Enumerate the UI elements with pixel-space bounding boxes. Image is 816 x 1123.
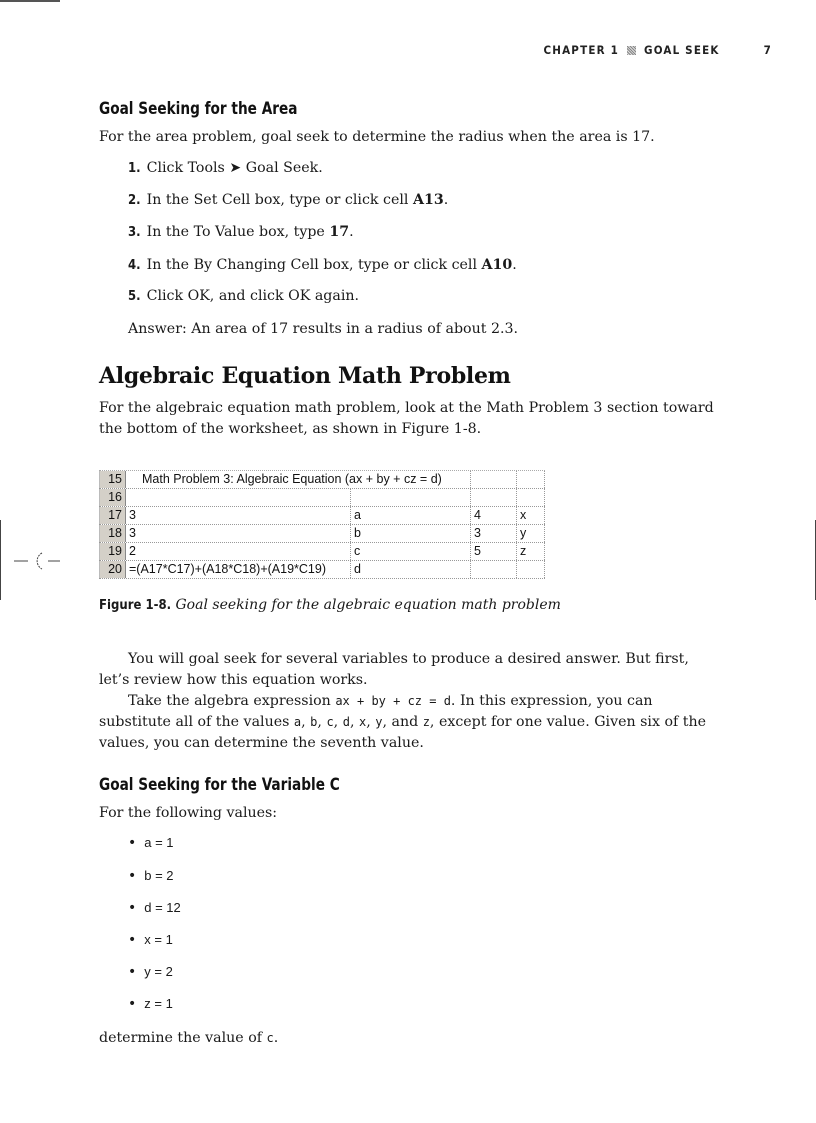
inline-code: ax + by + cz = d	[335, 694, 451, 708]
text-run: , except for one value. Given six of the values, you can determine the seventh value.	[99, 714, 707, 751]
step-item	[128, 257, 517, 273]
sheet-row	[99, 525, 545, 543]
sheet-cell: 3	[129, 508, 136, 522]
explanation-block	[99, 649, 719, 754]
step-bold: 17	[329, 224, 350, 240]
inline-code: x	[358, 715, 367, 729]
sheet-cell: b	[350, 525, 470, 542]
sheet-row	[99, 471, 545, 489]
paragraph-expression: Take the algebra expression ax + by + cz = d. In this expression, you can substitute all of the values a, b, c, d, x, y, and z, except for one value. Given six of the values, you can determine the seventh value.	[99, 693, 707, 751]
area-intro: For the area problem, goal seek to determine the radius when the area is 17.	[99, 129, 655, 145]
sheet-cell	[350, 489, 470, 506]
heading-goal-seek-area: Goal Seeking for the Area	[99, 99, 298, 118]
sheet-cell: z	[516, 543, 545, 560]
sheet-cell	[516, 561, 545, 578]
inline-code: c	[266, 1031, 274, 1045]
step-text: In the By Changing Cell box, type or click cell	[146, 257, 482, 273]
separator-square-icon	[627, 46, 636, 55]
step-text: In the To Value box, type	[146, 224, 330, 240]
sheet-row	[99, 561, 545, 579]
row-header: 19	[99, 543, 126, 560]
sheet-cell: 3	[470, 525, 516, 542]
step-post: .	[349, 224, 354, 240]
figure-caption	[99, 597, 561, 613]
heading-algebraic-equation: Algebraic Equation Math Problem	[99, 363, 511, 389]
row-header: 16	[99, 489, 126, 506]
step-item	[128, 160, 323, 176]
running-head	[543, 43, 772, 57]
step-number: 1.	[128, 161, 141, 176]
list-item: • a = 1	[128, 835, 174, 851]
step-item	[128, 192, 448, 208]
sheet-cell	[516, 471, 545, 488]
sheet-cell: 3	[129, 526, 136, 540]
value-text: d = 12	[144, 900, 181, 915]
step-item	[128, 288, 359, 304]
sheet-row	[99, 489, 545, 507]
list-item: • x = 1	[128, 932, 173, 948]
spreadsheet-figure	[99, 470, 545, 581]
step-bold: A13	[412, 192, 444, 208]
list-item: • z = 1	[128, 996, 173, 1012]
step-post: .	[443, 192, 449, 208]
sheet-cell	[470, 489, 516, 506]
heading-goal-seek-variable-c: Goal Seeking for the Variable C	[99, 775, 340, 794]
values-outro	[99, 1028, 719, 1049]
algebra-intro: For the algebraic equation math problem, look at the Math Problem 3 section toward the bottom of the worksheet, as shown in Figure 1-8.	[99, 400, 714, 437]
sheet-cell: x	[516, 507, 545, 524]
inline-code: b	[310, 715, 318, 729]
sheet-cell	[126, 489, 350, 506]
list-item: • b = 2	[128, 868, 174, 884]
inline-code: z	[422, 715, 430, 729]
step-text: Click OK, and click OK again.	[146, 288, 360, 304]
sheet-cell: =(A17*C17)+(A18*C18)+(A19*C19)	[129, 562, 326, 576]
text-run: . In this expression, you can substitute all of the values	[99, 693, 653, 730]
area-answer: Answer: An area of 17 results in a radius of about 2.3.	[128, 321, 519, 337]
row-header: 18	[99, 525, 126, 542]
sheet-cell	[470, 471, 516, 488]
section-label: GOAL SEEK	[644, 43, 720, 57]
registration-mark-icon	[14, 548, 60, 574]
list-item: • d = 12	[128, 900, 181, 916]
sheet-cell: c	[350, 543, 470, 560]
inline-code: d	[342, 715, 350, 729]
paragraph-review: You will goal seek for several variables to produce a desired answer. But first, let’s review how this equation works.	[99, 651, 689, 688]
top-rule	[0, 0, 60, 2]
row-header: 20	[99, 561, 126, 578]
text-run: Take the algebra expression	[128, 693, 336, 709]
page-number: 7	[763, 43, 772, 57]
chapter-label: CHAPTER 1	[543, 43, 619, 57]
figure-label: Figure 1-8.	[99, 598, 172, 613]
step-number: 4.	[128, 258, 141, 273]
sheet-cell: y	[516, 525, 545, 542]
value-text: b = 2	[144, 868, 174, 883]
crop-mark-left	[0, 520, 1, 600]
sheet-row	[99, 543, 545, 561]
value-text: a = 1	[144, 835, 174, 850]
step-text: In the Set Cell box, type or click cell	[146, 192, 413, 208]
step-number: 3.	[128, 225, 141, 240]
inline-code: c	[326, 715, 334, 729]
sheet-cell: 5	[470, 543, 516, 560]
step-post: .	[512, 257, 517, 273]
text-run: determine the value of	[99, 1030, 267, 1046]
text-run: .	[273, 1030, 279, 1046]
row-header: 17	[99, 507, 126, 524]
list-item: • y = 2	[128, 964, 173, 980]
sheet-cell: d	[350, 561, 470, 578]
value-text: y = 2	[144, 964, 173, 979]
step-number: 2.	[128, 193, 141, 208]
sheet-row	[99, 507, 545, 525]
sheet-cell: 4	[470, 507, 516, 524]
sheet-cell	[470, 561, 516, 578]
inline-code: y	[375, 715, 383, 729]
value-text: x = 1	[144, 932, 173, 947]
sheet-cell	[516, 489, 545, 506]
values-intro: For the following values:	[99, 805, 278, 821]
sheet-title-cell: Math Problem 3: Algebraic Equation (ax + by + cz = d)	[142, 472, 442, 486]
step-item	[128, 224, 354, 240]
sheet-cell: a	[350, 507, 470, 524]
value-text: z = 1	[144, 996, 173, 1011]
figure-caption-text: Goal seeking for the algebraic equation math problem	[175, 597, 561, 613]
row-header: 15	[99, 471, 126, 488]
sheet-cell: 2	[129, 544, 136, 558]
step-number: 5.	[128, 289, 141, 304]
step-bold: A10	[481, 257, 513, 273]
step-text: Click Tools ➤ Goal Seek.	[146, 160, 323, 176]
inline-code: a	[293, 715, 302, 729]
